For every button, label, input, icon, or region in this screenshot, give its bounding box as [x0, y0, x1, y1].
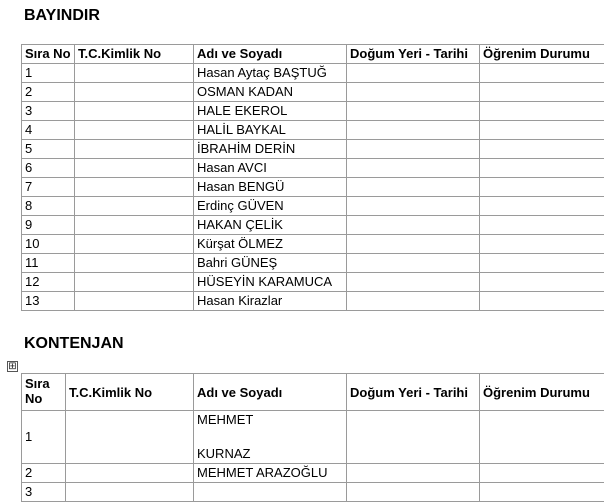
- name-cell: İBRAHİM DERİN: [194, 140, 347, 159]
- birth-cell[interactable]: [347, 254, 480, 273]
- tc-cell[interactable]: [66, 483, 194, 502]
- name-cell: Hasan Kirazlar: [194, 292, 347, 311]
- tc-cell[interactable]: [75, 140, 194, 159]
- education-cell[interactable]: [480, 254, 604, 273]
- birth-cell[interactable]: [347, 64, 480, 83]
- tc-cell[interactable]: [75, 254, 194, 273]
- education-cell[interactable]: [480, 140, 604, 159]
- education-cell[interactable]: [480, 216, 604, 235]
- education-cell[interactable]: [480, 102, 604, 121]
- row-number: 6: [22, 159, 75, 178]
- table-row: [22, 159, 604, 178]
- row-number: 8: [22, 197, 75, 216]
- table-row: [22, 235, 604, 254]
- table-row: [22, 102, 604, 121]
- row-number: 3: [22, 102, 75, 121]
- table-row: [22, 64, 604, 83]
- table-row: [22, 464, 604, 483]
- header-sira-no: Sıra No: [22, 374, 66, 411]
- table-row: [22, 483, 604, 502]
- tc-cell[interactable]: [75, 83, 194, 102]
- education-cell[interactable]: [480, 483, 604, 502]
- education-cell[interactable]: [480, 235, 604, 254]
- education-cell[interactable]: [480, 273, 604, 292]
- tc-cell[interactable]: [75, 64, 194, 83]
- row-number: 5: [22, 140, 75, 159]
- name-cell: Erdinç GÜVEN: [194, 197, 347, 216]
- row-number: 2: [22, 83, 75, 102]
- birth-cell[interactable]: [347, 159, 480, 178]
- header-ogrenim-durumu: Öğrenim Durumu: [480, 374, 604, 411]
- tc-cell[interactable]: [75, 159, 194, 178]
- tc-cell[interactable]: [75, 235, 194, 254]
- birth-cell[interactable]: [347, 121, 480, 140]
- header-tc-kimlik-no: T.C.Kimlik No: [66, 374, 194, 411]
- table-row: [22, 197, 604, 216]
- birth-cell[interactable]: [347, 464, 480, 483]
- row-number: 7: [22, 178, 75, 197]
- education-cell[interactable]: [480, 464, 604, 483]
- table-row: [22, 83, 604, 102]
- header-sira-no: Sıra No: [22, 45, 75, 64]
- birth-cell[interactable]: [347, 216, 480, 235]
- tc-cell[interactable]: [66, 411, 194, 464]
- birth-cell[interactable]: [347, 411, 480, 464]
- section-title-kontenjan: KONTENJAN: [24, 335, 124, 353]
- header-tc-kimlik-no: T.C.Kimlik No: [75, 45, 194, 64]
- education-cell[interactable]: [480, 178, 604, 197]
- tc-cell[interactable]: [75, 121, 194, 140]
- education-cell[interactable]: [480, 411, 604, 464]
- name-cell: Hasan AVCI: [194, 159, 347, 178]
- education-cell[interactable]: [480, 159, 604, 178]
- row-number: 1: [22, 411, 66, 464]
- name-cell: Kürşat ÖLMEZ: [194, 235, 347, 254]
- row-number: 2: [22, 464, 66, 483]
- name-cell: HAKAN ÇELİK: [194, 216, 347, 235]
- name-cell: HALİL BAYKAL: [194, 121, 347, 140]
- birth-cell[interactable]: [347, 273, 480, 292]
- table-header-row: [22, 45, 604, 64]
- birth-cell[interactable]: [347, 83, 480, 102]
- name-line-1: MEHMET: [197, 412, 253, 427]
- name-cell: HALE EKEROL: [194, 102, 347, 121]
- tc-cell[interactable]: [75, 292, 194, 311]
- birth-cell[interactable]: [347, 292, 480, 311]
- row-number: 11: [22, 254, 75, 273]
- table-row: [22, 411, 604, 464]
- table-row: [22, 140, 604, 159]
- birth-cell[interactable]: [347, 140, 480, 159]
- row-number: 12: [22, 273, 75, 292]
- header-dogum-yeri-tarihi: Doğum Yeri - Tarihi: [347, 45, 480, 64]
- birth-cell[interactable]: [347, 235, 480, 254]
- name-cell: Bahri GÜNEŞ: [194, 254, 347, 273]
- table-row: [22, 178, 604, 197]
- row-number: 4: [22, 121, 75, 140]
- kontenjan-table: [21, 373, 604, 502]
- name-cell: [194, 411, 347, 464]
- header-adi-soyadi: Adı ve Soyadı: [194, 45, 347, 64]
- name-cell: [194, 483, 347, 502]
- row-number: 3: [22, 483, 66, 502]
- birth-cell[interactable]: [347, 102, 480, 121]
- education-cell[interactable]: [480, 292, 604, 311]
- table-header-row: [22, 374, 604, 411]
- header-dogum-yeri-tarihi: Doğum Yeri - Tarihi: [347, 374, 480, 411]
- bayindir-table: [21, 44, 604, 311]
- row-number: 10: [22, 235, 75, 254]
- table-row: [22, 121, 604, 140]
- name-cell: Hasan Aytaç BAŞTUĞ: [194, 64, 347, 83]
- row-number: 9: [22, 216, 75, 235]
- table-row: [22, 273, 604, 292]
- tc-cell[interactable]: [75, 178, 194, 197]
- tc-cell[interactable]: [66, 464, 194, 483]
- row-number: 13: [22, 292, 75, 311]
- table-row: [22, 254, 604, 273]
- education-cell[interactable]: [480, 197, 604, 216]
- header-ogrenim-durumu: Öğrenim Durumu: [480, 45, 604, 64]
- move-cross-icon[interactable]: ⊞: [7, 361, 18, 372]
- name-cell: Hasan BENGÜ: [194, 178, 347, 197]
- table-row: [22, 216, 604, 235]
- education-cell[interactable]: [480, 83, 604, 102]
- tc-cell[interactable]: [75, 197, 194, 216]
- education-cell[interactable]: [480, 64, 604, 83]
- tc-cell[interactable]: [75, 273, 194, 292]
- table-row: [22, 292, 604, 311]
- education-cell[interactable]: [480, 121, 604, 140]
- name-cell: HÜSEYİN KARAMUCA: [194, 273, 347, 292]
- name-line-2: KURNAZ: [197, 445, 343, 462]
- birth-cell[interactable]: [347, 483, 480, 502]
- name-cell: MEHMET ARAZOĞLU: [194, 464, 347, 483]
- header-adi-soyadi: Adı ve Soyadı: [194, 374, 347, 411]
- tc-cell[interactable]: [75, 102, 194, 121]
- tc-cell[interactable]: [75, 216, 194, 235]
- section-title-bayindir: BAYINDIR: [24, 7, 100, 25]
- birth-cell[interactable]: [347, 197, 480, 216]
- birth-cell[interactable]: [347, 178, 480, 197]
- row-number: 1: [22, 64, 75, 83]
- name-cell: OSMAN KADAN: [194, 83, 347, 102]
